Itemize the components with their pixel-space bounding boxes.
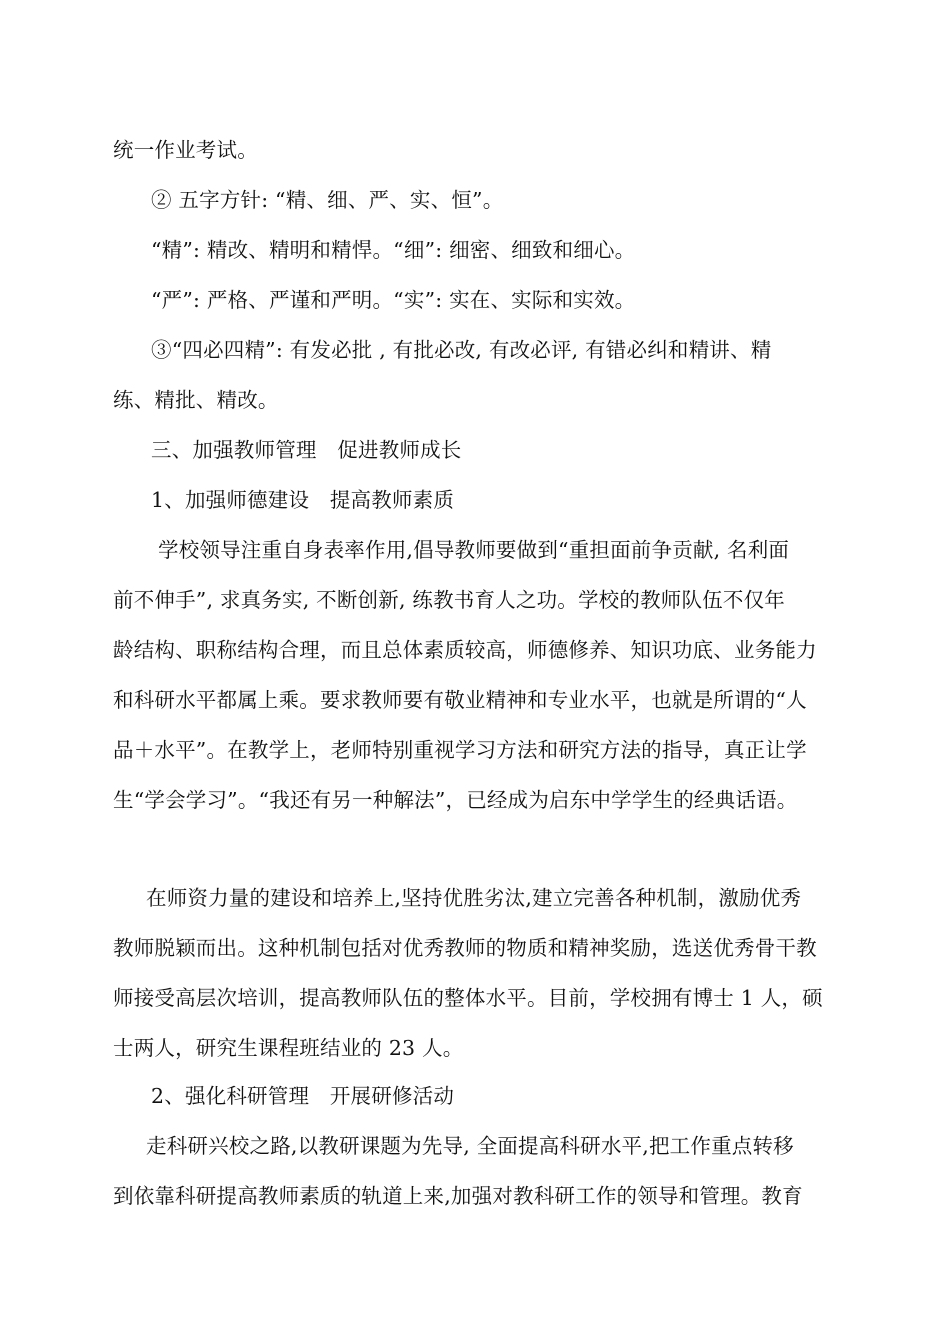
text-line: “严”: 严格、严谨和严明。“实”: 实在、实际和实效。 xyxy=(151,288,636,312)
text-line: 到依靠科研提高教师素质的轨道上来,加强对教科研工作的领导和管理。教育 xyxy=(113,1184,803,1208)
text-line: 教师脱颖而出。这种机制包括对优秀教师的物质和精神奖励，选送优秀骨干教 xyxy=(113,936,817,960)
text-line: 在师资力量的建设和培养上,坚持优胜劣汰,建立完善各种机制，激励优秀 xyxy=(146,886,802,910)
subsection-heading: 2、强化科研管理 开展研修活动 xyxy=(151,1084,455,1108)
text-line: ② 五字方针: “精、细、严、实、恒”。 xyxy=(151,188,504,212)
text-line: 师接受高层次培训，提高教师队伍的整体水平。目前，学校拥有博士 1 人，硕 xyxy=(113,986,823,1010)
text-line: ③“四必四精”: 有发必批 , 有批必改, 有改必评, 有错必纠和精讲、精 xyxy=(151,338,772,362)
text-line: 学校领导注重自身表率作用,倡导教师要做到“重担面前争贡献, 名利面 xyxy=(158,538,790,562)
text-line: 士两人，研究生课程班结业的 23 人。 xyxy=(113,1036,464,1060)
text-line: 统一作业考试。 xyxy=(113,138,258,162)
text-line: 前不伸手”, 求真务实, 不断创新, 练教书育人之功。学校的教师队伍不仅年 xyxy=(113,588,785,612)
subsection-heading: 1、加强师德建设 提高教师素质 xyxy=(151,488,455,512)
text-line: 品＋水平”。在教学上，老师特别重视学习方法和研究方法的指导，真正让学 xyxy=(113,738,807,762)
text-line: 和科研水平都属上乘。要求教师要有敬业精神和专业水平，也就是所谓的“人 xyxy=(113,688,807,712)
text-line: “精”: 精改、精明和精悍。“细”: 细密、细致和细心。 xyxy=(151,238,636,262)
text-line: 走科研兴校之路,以教研课题为先导, 全面提高科研水平,把工作重点转移 xyxy=(146,1134,794,1158)
text-line: 生“学会学习”。“我还有另一种解法”，已经成为启东中学学生的经典话语。 xyxy=(113,788,798,812)
text-line: 龄结构、职称结构合理，而且总体素质较高，师德修养、知识功底、业务能力 xyxy=(113,638,817,662)
section-heading: 三、加强教师管理 促进教师成长 xyxy=(151,438,462,462)
text-line: 练、精批、精改。 xyxy=(113,388,279,412)
